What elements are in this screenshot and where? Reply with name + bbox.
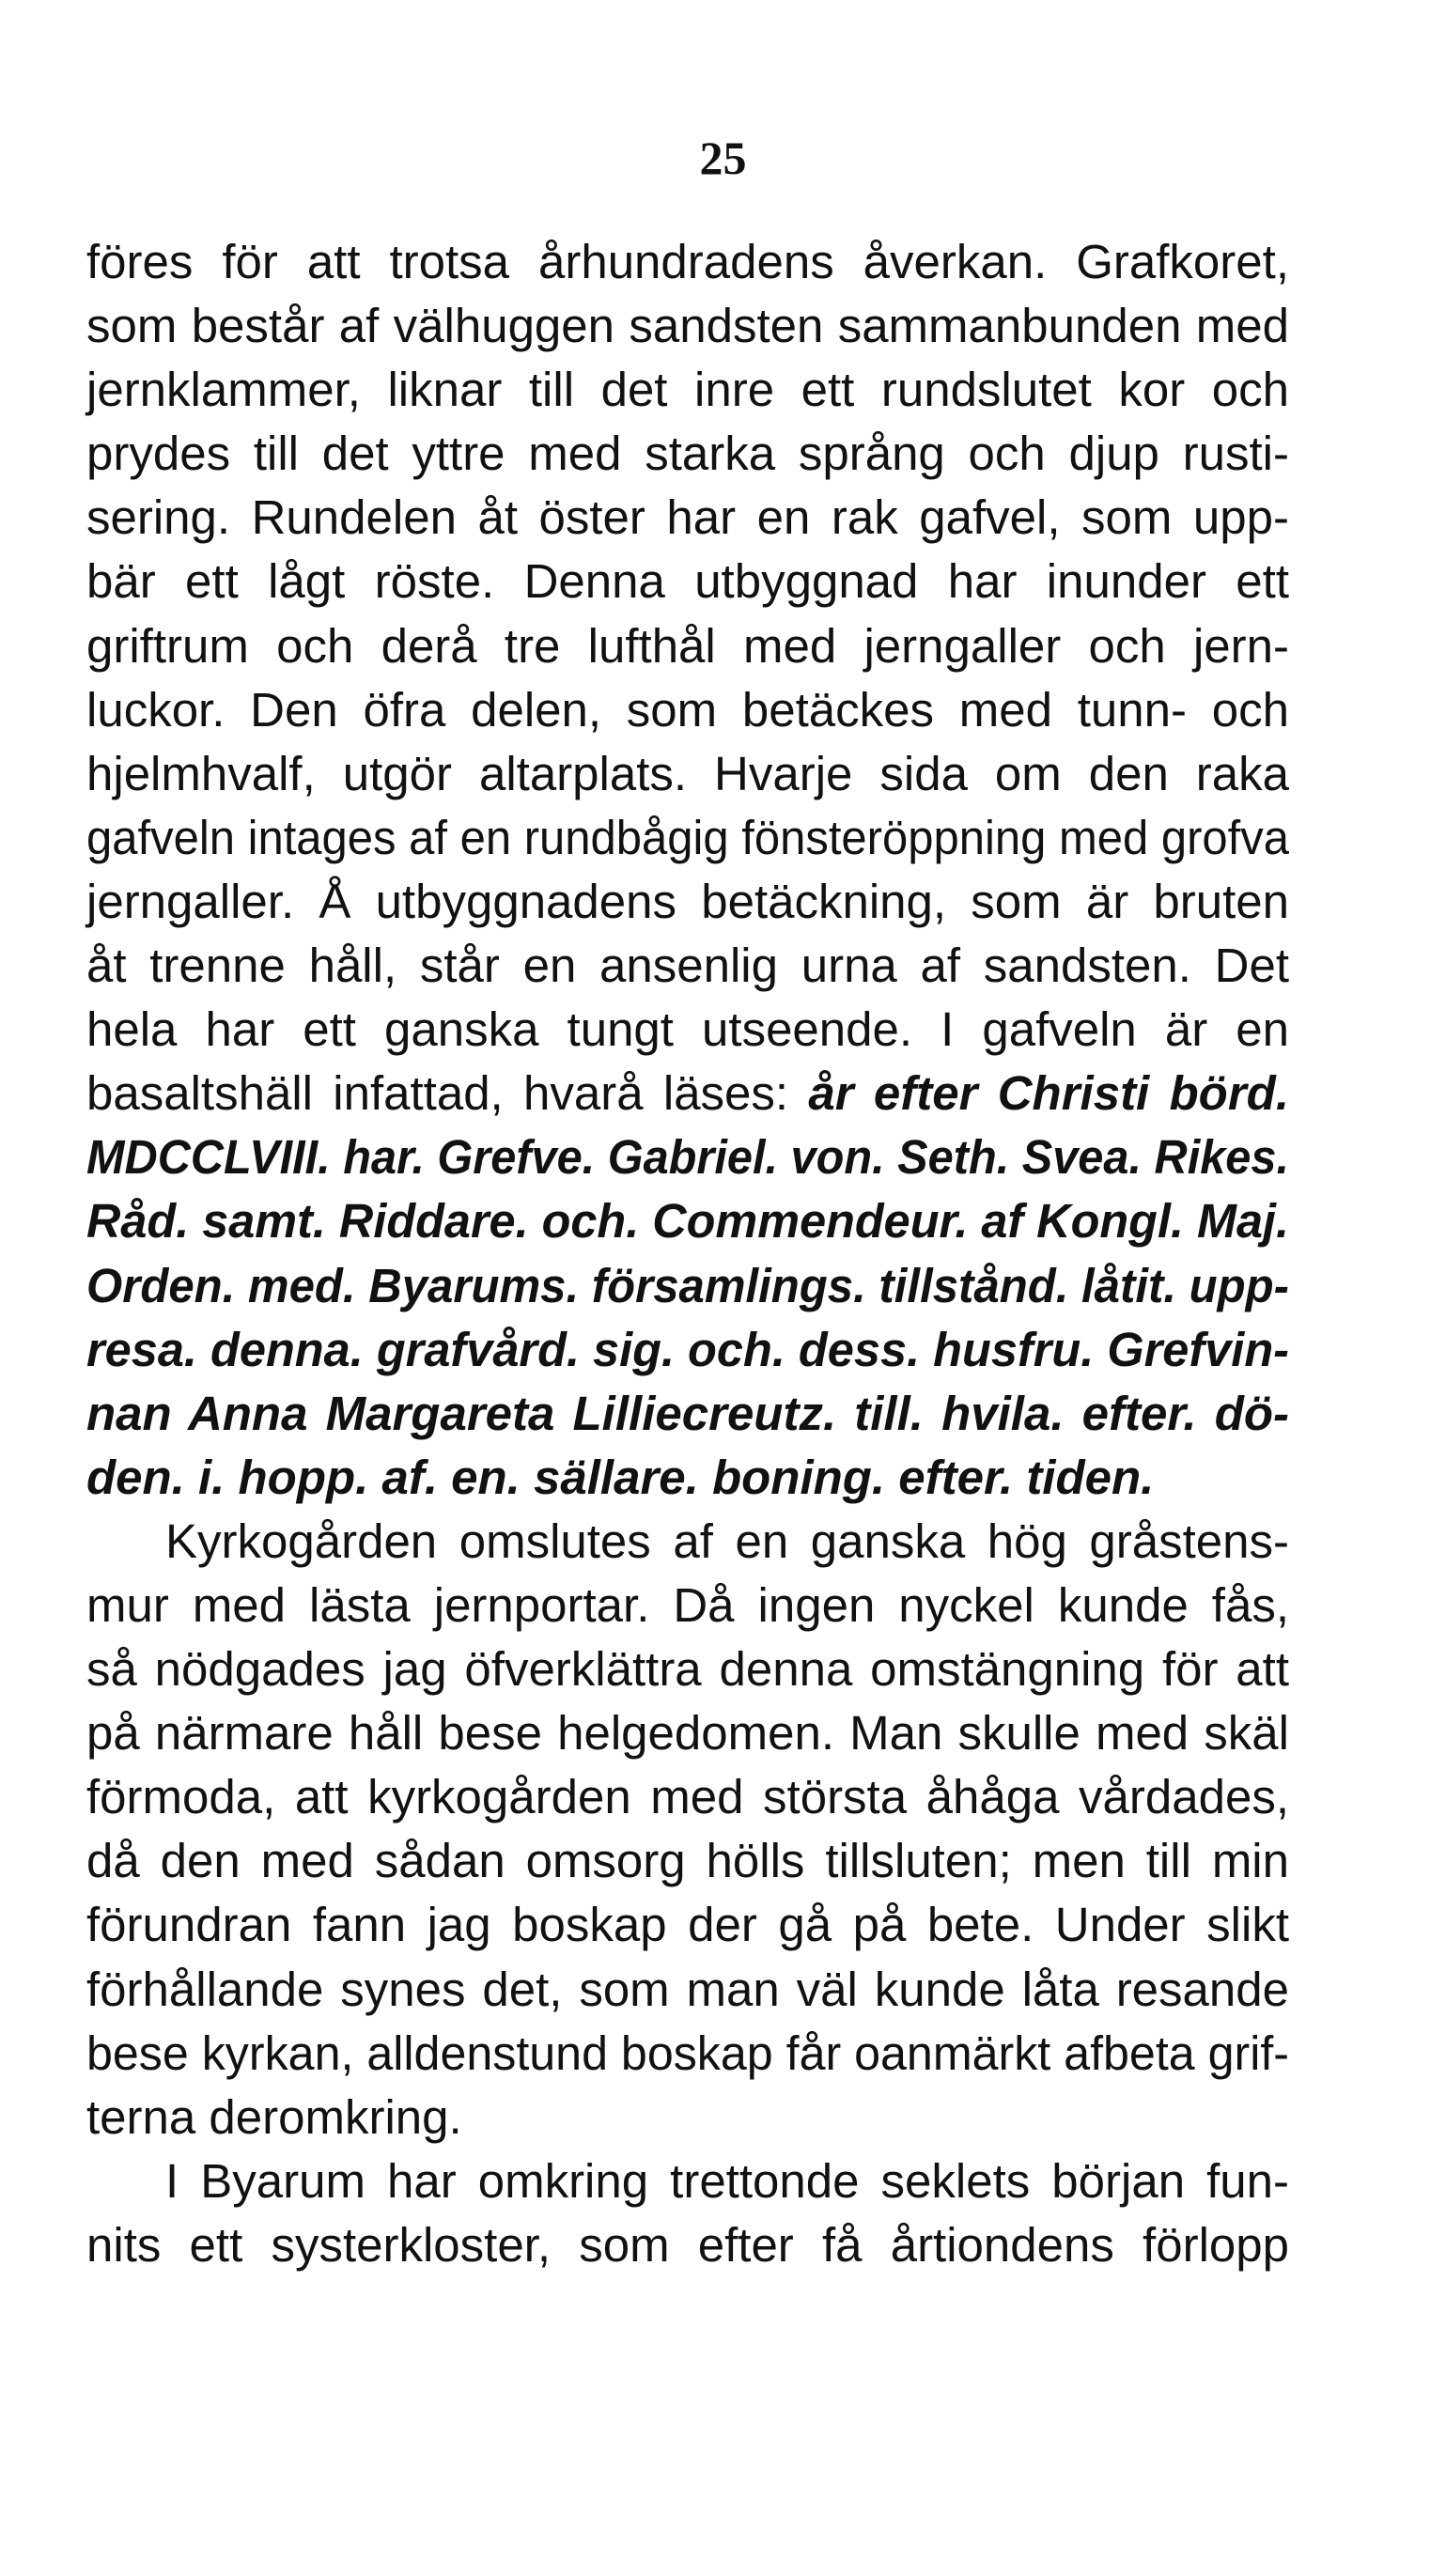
text-line: gafveln intages af en rundbågig fönsteröppning med grofva	[86, 810, 1289, 864]
text-line: prydes till det yttre med starka språng och djup rusti-	[86, 427, 1289, 481]
text-line: så nödgades jag öfverklättra denna omstängning för att	[86, 1642, 1289, 1697]
text-line: hjelmhvalf, utgör altarplats. Hvarje sida om den raka	[86, 746, 1289, 800]
text-line: förundran fann jag boskap der gå på bete. Under slikt	[86, 1898, 1289, 1952]
text-line: jernklammer, liknar till det inre ett rundslutet kor och	[86, 363, 1289, 417]
text-line-mixed	[86, 1062, 1289, 1125]
page-number: 25	[699, 132, 747, 184]
inscription-line: Råd. samt. Riddare. och. Commendeur. af Kongl. Maj.	[86, 1194, 1289, 1249]
text-line: på närmare håll bese helgedomen. Man skulle med skäl	[86, 1706, 1289, 1761]
text-line: förhållande synes det, som man väl kunde låta resande	[86, 1962, 1289, 2016]
text-line: luckor. Den öfra delen, som betäckes med tunn- och	[86, 682, 1289, 737]
text-line: terna deromkring.	[86, 2089, 462, 2144]
text-line: Kyrkogården omslutes af en ganska hög gråstens-	[165, 1513, 1289, 1568]
text-line: nits ett systerkloster, som efter få årtiondens förlopp	[86, 2217, 1289, 2272]
text-line: som består af välhuggen sandsten sammanbunden med	[86, 299, 1289, 353]
inscription-line: nan Anna Margareta Lilliecreutz. till. hvila. efter. dö-	[86, 1386, 1289, 1440]
inscription-line: Orden. med. Byarums. församlings. tillstånd. låtit. upp-	[86, 1258, 1289, 1312]
text-line: föres för att trotsa århundradens åverkan. Grafkoret,	[86, 235, 1289, 288]
text-line: åt trenne håll, står en ansenlig urna af sandsten. Det	[86, 939, 1289, 993]
text-line: I Byarum har omkring trettonde seklets början fun-	[165, 2153, 1289, 2208]
text-line: jerngaller. Å utbyggnadens betäckning, som är bruten	[86, 874, 1289, 928]
text-line: bese kyrkan, alldenstund boskap får oanmärkt afbeta grif-	[86, 2025, 1289, 2080]
text-line: hela har ett ganska tungt utseende. I gafveln är en	[86, 1002, 1289, 1057]
text-line: bär ett lågt röste. Denna utbyggnad har inunder ett	[86, 554, 1289, 609]
inscription-line: MDCCLVIII. har. Grefve. Gabriel. von. Seth. Svea. Rikes.	[86, 1130, 1289, 1185]
inscription-segment: år efter Christi börd.	[808, 1066, 1289, 1121]
roman-segment: basaltshäll infattad, hvarå läses:	[86, 1066, 809, 1121]
body-text	[86, 230, 1289, 2277]
inscription-line: resa. denna. grafvård. sig. och. dess. husfru. Grefvin-	[86, 1322, 1289, 1376]
text-line: griftrum och derå tre lufthål med jerngaller och jern-	[86, 618, 1289, 673]
text-line: förmoda, att kyrkogården med största åhåga vårdades,	[86, 1770, 1289, 1824]
text-line: sering. Rundelen åt öster har en rak gafvel, som upp-	[86, 490, 1289, 545]
inscription-line: den. i. hopp. af. en. sällare. boning. efter. tiden.	[86, 1450, 1155, 1504]
text-line: då den med sådan omsorg hölls tillsluten; men till min	[86, 1834, 1289, 1888]
text-line: mur med lästa jernportar. Då ingen nyckel kunde fås,	[86, 1577, 1289, 1632]
